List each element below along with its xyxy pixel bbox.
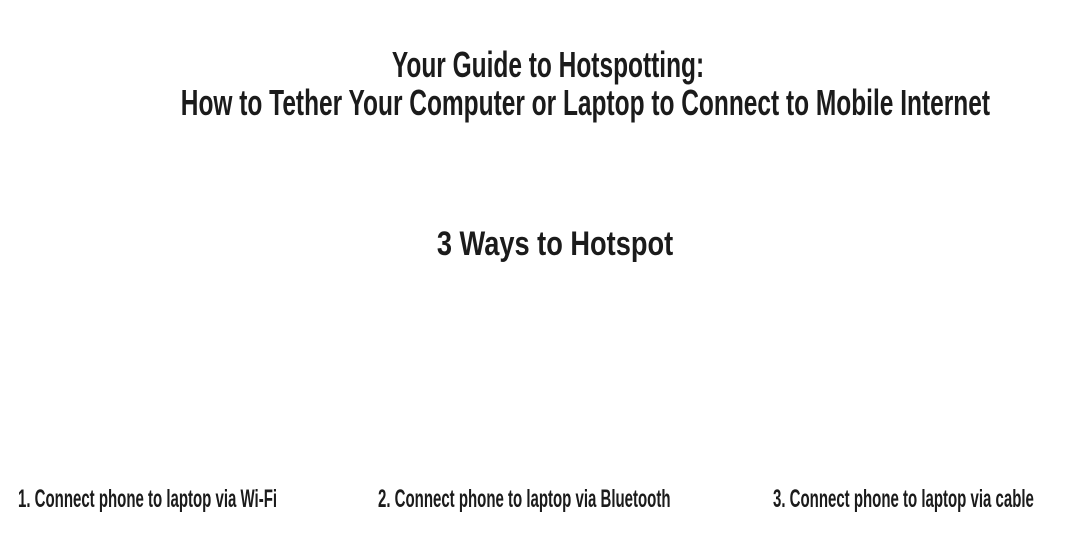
page-title <box>180 44 990 123</box>
step-caption-cable: 3. Connect phone to laptop via cable <box>773 485 1034 513</box>
page-title-line-2: How to Tether Your Computer or Laptop to Connect to Mobile Internet <box>180 82 990 123</box>
section-heading: 3 Ways to Hotspot <box>436 225 674 263</box>
page-title-line-1: Your Guide to Hotspotting: <box>391 44 705 85</box>
step-caption-wifi: 1. Connect phone to laptop via Wi-Fi <box>18 485 278 513</box>
step-caption-bluetooth: 2. Connect phone to laptop via Bluetooth <box>378 485 671 513</box>
